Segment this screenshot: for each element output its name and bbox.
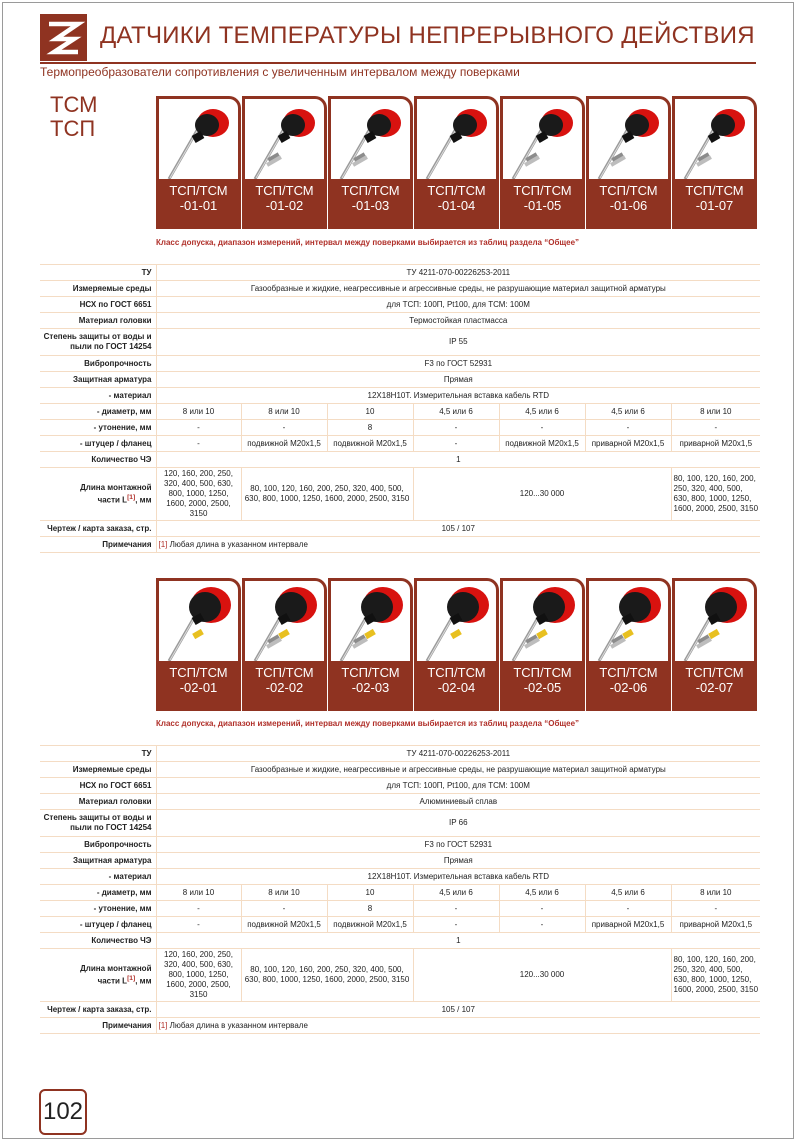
footnote-ref: [1] <box>127 974 136 982</box>
row-fitting <box>40 436 760 452</box>
page-subtitle: Термопреобразователи сопротивления с увеличенным интервалом между поверками <box>40 65 520 79</box>
row-head <box>40 794 760 810</box>
remark-ref: [1] <box>158 539 168 549</box>
spec-table-1 <box>40 264 760 553</box>
row-quantity <box>40 452 760 468</box>
diameter-cell: 10 <box>327 885 413 901</box>
product-caption <box>586 179 671 229</box>
sensor-photo-icon <box>589 581 668 661</box>
row-diameter <box>40 404 760 420</box>
row-length <box>40 949 760 1002</box>
label-media: Измеряемые среды <box>40 762 156 778</box>
product-caption <box>156 179 241 229</box>
diameter-cell: 4,5 или 6 <box>585 885 671 901</box>
row-tu <box>40 265 760 281</box>
length-cell: 120, 160, 200, 250, 320, 400, 500, 630, 800, 1000, 1250, 1600, 2000, 2500, 3150 <box>156 949 241 1002</box>
product-model-series: ТСП/ТСМ <box>169 665 228 680</box>
row-vibration <box>40 356 760 372</box>
fitting-cell: приварной М20х1,5 <box>671 436 760 452</box>
row-head <box>40 313 760 329</box>
product-caption <box>414 179 499 229</box>
product-photo <box>500 578 585 661</box>
diameter-cell: 4,5 или 6 <box>585 404 671 420</box>
fitting-cell: - <box>499 917 585 933</box>
thinning-cell: - <box>585 420 671 436</box>
sensor-photo-icon <box>589 99 668 179</box>
label-head-material: Материал головки <box>40 794 156 810</box>
thinning-cell: - <box>499 420 585 436</box>
diameter-cell: 4,5 или 6 <box>413 885 499 901</box>
label-material: - материал <box>40 869 156 885</box>
selection-note-1: Класс допуска, диапазон измерений, интервал между поверками выбирается из таблиц раздела “Общее” <box>156 238 580 247</box>
label-vibration: Вибропрочность <box>40 837 156 853</box>
row-nsh <box>40 778 760 794</box>
label-length-c: , мм <box>135 495 152 505</box>
product-caption <box>414 661 499 711</box>
label-tu: ТУ <box>40 746 156 762</box>
row-media <box>40 762 760 778</box>
product-photo <box>586 96 671 179</box>
product-model-code: -02-03 <box>351 680 390 695</box>
label-nsh: НСХ по ГОСТ 6651 <box>40 778 156 794</box>
fitting-cell: - <box>156 436 241 452</box>
label-remarks: Примечания <box>40 1018 156 1034</box>
product-photo <box>328 578 413 661</box>
sensor-photo-icon <box>675 581 754 661</box>
product-model-code: -02-07 <box>695 680 734 695</box>
sensor-photo-icon <box>245 99 324 179</box>
label-length-b: части L <box>97 495 128 505</box>
product-caption <box>328 179 413 229</box>
value-remarks <box>156 1018 760 1034</box>
fitting-cell: приварной М20х1,5 <box>671 917 760 933</box>
remark-ref: [1] <box>158 1020 168 1030</box>
product-model-series: ТСП/ТСМ <box>513 665 572 680</box>
label-length <box>40 949 156 1002</box>
value-ip: IP 66 <box>156 810 760 837</box>
product-model-code: -01-07 <box>695 198 734 213</box>
product-caption <box>500 661 585 711</box>
product-model-code: -01-02 <box>265 198 304 213</box>
diameter-cell: 8 или 10 <box>671 885 760 901</box>
row-remarks <box>40 537 760 553</box>
label-length-b: части L <box>97 976 128 986</box>
label-drawing: Чертеж / карта заказа, стр. <box>40 1002 156 1018</box>
product-model-code: -02-02 <box>265 680 304 695</box>
label-length <box>40 468 156 521</box>
value-drawing: 105 / 107 <box>156 521 760 537</box>
row-quantity <box>40 933 760 949</box>
product-model-code: -02-06 <box>609 680 648 695</box>
thinning-cell: - <box>671 901 760 917</box>
value-vibration: F3 по ГОСТ 52931 <box>156 837 760 853</box>
product-model-series: ТСП/ТСМ <box>255 665 314 680</box>
row-drawing <box>40 1002 760 1018</box>
row-nsh <box>40 297 760 313</box>
type-label-tsp: ТСП <box>50 116 96 141</box>
diameter-cell: 8 или 10 <box>241 404 327 420</box>
product-model-series: ТСП/ТСМ <box>513 183 572 198</box>
product-model-code: -02-01 <box>179 680 218 695</box>
label-media: Измеряемые среды <box>40 281 156 297</box>
label-length-a: Длина монтажной <box>80 963 152 973</box>
fitting-cell: приварной М20х1,5 <box>585 917 671 933</box>
product-photo <box>672 96 757 179</box>
diameter-cell: 4,5 или 6 <box>413 404 499 420</box>
thinning-cell: - <box>241 420 327 436</box>
fitting-cell: - <box>413 436 499 452</box>
product-card <box>414 578 499 711</box>
thinning-cell: - <box>413 420 499 436</box>
product-caption <box>500 179 585 229</box>
label-length-a: Длина монтажной <box>80 482 152 492</box>
label-thinning: - утонение, мм <box>40 420 156 436</box>
row-ip <box>40 810 760 837</box>
label-remarks: Примечания <box>40 537 156 553</box>
value-remarks <box>156 537 760 553</box>
row-diameter <box>40 885 760 901</box>
diameter-cell: 4,5 или 6 <box>499 404 585 420</box>
row-material <box>40 388 760 404</box>
value-drawing: 105 / 107 <box>156 1002 760 1018</box>
value-tu: ТУ 4211-070-00226253-2011 <box>156 265 760 281</box>
product-caption <box>242 179 327 229</box>
thinning-cell: 8 <box>327 901 413 917</box>
value-head-material: Алюминиевый сплав <box>156 794 760 810</box>
value-nsh: для ТСП: 100П, Pt100, для ТСМ: 100М <box>156 297 760 313</box>
product-model-series: ТСП/ТСМ <box>341 665 400 680</box>
product-gallery-1 <box>156 96 757 229</box>
thinning-cell: - <box>156 420 241 436</box>
product-caption <box>242 661 327 711</box>
product-model-code: -01-03 <box>351 198 390 213</box>
value-tu: ТУ 4211-070-00226253-2011 <box>156 746 760 762</box>
fitting-cell: подвижной М20х1,5 <box>241 436 327 452</box>
product-photo <box>328 96 413 179</box>
value-vibration: F3 по ГОСТ 52931 <box>156 356 760 372</box>
sensor-photo-icon <box>159 99 238 179</box>
length-cell: 120...30 000 <box>413 949 671 1002</box>
row-remarks <box>40 1018 760 1034</box>
label-length-c: , мм <box>135 976 152 986</box>
product-model-code: -01-04 <box>437 198 476 213</box>
thinning-cell: 8 <box>327 420 413 436</box>
length-cell: 120...30 000 <box>413 468 671 521</box>
length-cell: 80, 100, 120, 160, 200, 250, 320, 400, 500, 630, 800, 1000, 1250, 1600, 2000, 2500, 3150 <box>241 949 413 1002</box>
label-thinning: - утонение, мм <box>40 901 156 917</box>
length-cell: 80, 100, 120, 160, 200, 250, 320, 400, 500, 630, 800, 1000, 1250, 1600, 2000, 2500, 3150 <box>671 949 760 1002</box>
product-model-series: ТСП/ТСМ <box>255 183 314 198</box>
value-quantity: 1 <box>156 452 760 468</box>
product-photo <box>586 578 671 661</box>
sensor-photo-icon <box>417 99 496 179</box>
product-photo <box>242 96 327 179</box>
label-diameter: - диаметр, мм <box>40 404 156 420</box>
row-vibration <box>40 837 760 853</box>
fitting-cell: подвижной М20х1,5 <box>327 436 413 452</box>
page-title: ДАТЧИКИ ТЕМПЕРАТУРЫ НЕПРЕРЫВНОГО ДЕЙСТВИЯ <box>100 22 755 49</box>
product-caption <box>672 661 757 711</box>
row-tu <box>40 746 760 762</box>
thinning-cell: - <box>241 901 327 917</box>
company-logo <box>40 14 87 61</box>
value-head-material: Термостойкая пластмасса <box>156 313 760 329</box>
product-model-code: -01-06 <box>609 198 648 213</box>
product-caption <box>328 661 413 711</box>
diameter-cell: 4,5 или 6 <box>499 885 585 901</box>
product-model-code: -01-01 <box>179 198 218 213</box>
product-photo <box>414 96 499 179</box>
sensor-photo-icon <box>331 99 410 179</box>
product-card <box>672 96 757 229</box>
sensor-photo-icon <box>675 99 754 179</box>
label-quantity: Количество ЧЭ <box>40 452 156 468</box>
product-model-code: -01-05 <box>523 198 562 213</box>
row-thinning <box>40 420 760 436</box>
label-ip: Степень защиты от воды и пыли по ГОСТ 14254 <box>40 329 156 356</box>
sensor-photo-icon <box>417 581 496 661</box>
fitting-cell: - <box>413 917 499 933</box>
product-card <box>242 578 327 711</box>
sensor-photo-icon <box>245 581 324 661</box>
row-fitting <box>40 917 760 933</box>
label-tu: ТУ <box>40 265 156 281</box>
label-fitting: - штуцер / фланец <box>40 436 156 452</box>
remark-text: Любая длина в указанном интервале <box>167 539 308 549</box>
thinning-cell: - <box>413 901 499 917</box>
value-armature: Прямая <box>156 853 760 869</box>
label-ip: Степень защиты от воды и пыли по ГОСТ 14254 <box>40 810 156 837</box>
product-model-series: ТСП/ТСМ <box>341 183 400 198</box>
row-ip <box>40 329 760 356</box>
thinning-cell: - <box>499 901 585 917</box>
product-card <box>672 578 757 711</box>
sensor-photo-icon <box>503 581 582 661</box>
label-drawing: Чертеж / карта заказа, стр. <box>40 521 156 537</box>
value-nsh: для ТСП: 100П, Pt100, для ТСМ: 100М <box>156 778 760 794</box>
row-thinning <box>40 901 760 917</box>
product-photo <box>156 578 241 661</box>
label-material: - материал <box>40 388 156 404</box>
remark-text: Любая длина в указанном интервале <box>167 1020 308 1030</box>
length-cell: 80, 100, 120, 160, 200, 250, 320, 400, 500, 630, 800, 1000, 1250, 1600, 2000, 2500, 3150 <box>671 468 760 521</box>
type-label-tsm: ТСМ <box>50 92 98 117</box>
diameter-cell: 8 или 10 <box>671 404 760 420</box>
label-quantity: Количество ЧЭ <box>40 933 156 949</box>
product-model-series: ТСП/ТСМ <box>427 183 486 198</box>
title-rule <box>40 62 756 64</box>
footnote-ref: [1] <box>127 493 136 501</box>
label-fitting: - штуцер / фланец <box>40 917 156 933</box>
diameter-cell: 8 или 10 <box>241 885 327 901</box>
product-photo <box>242 578 327 661</box>
product-card <box>586 578 671 711</box>
sensor-type-label <box>50 93 97 141</box>
product-card <box>156 578 241 711</box>
product-model-series: ТСП/ТСМ <box>169 183 228 198</box>
sensor-photo-icon <box>503 99 582 179</box>
diameter-cell: 8 или 10 <box>156 885 241 901</box>
product-card <box>500 578 585 711</box>
label-armature: Защитная арматура <box>40 853 156 869</box>
product-model-series: ТСП/ТСМ <box>685 665 744 680</box>
product-card <box>414 96 499 229</box>
value-material: 12Х18Н10Т. Измерительная вставка кабель RTD <box>156 869 760 885</box>
product-caption <box>156 661 241 711</box>
length-cell: 80, 100, 120, 160, 200, 250, 320, 400, 500, 630, 800, 1000, 1250, 1600, 2000, 2500, 3150 <box>241 468 413 521</box>
row-media <box>40 281 760 297</box>
product-model-series: ТСП/ТСМ <box>685 183 744 198</box>
value-material: 12Х18Н10Т. Измерительная вставка кабель RTD <box>156 388 760 404</box>
product-photo <box>672 578 757 661</box>
product-model-series: ТСП/ТСМ <box>599 183 658 198</box>
fitting-cell: - <box>156 917 241 933</box>
product-card <box>156 96 241 229</box>
product-model-code: -02-05 <box>523 680 562 695</box>
thinning-cell: - <box>671 420 760 436</box>
thinning-cell: - <box>585 901 671 917</box>
product-model-code: -02-04 <box>437 680 476 695</box>
value-media: Газообразные и жидкие, неагрессивные и агрессивные среды, не разрушающие материал защитной арматуры <box>156 762 760 778</box>
value-ip: IP 55 <box>156 329 760 356</box>
product-photo <box>414 578 499 661</box>
row-length <box>40 468 760 521</box>
label-armature: Защитная арматура <box>40 372 156 388</box>
fitting-cell: подвижной М20х1,5 <box>499 436 585 452</box>
value-armature: Прямая <box>156 372 760 388</box>
label-nsh: НСХ по ГОСТ 6651 <box>40 297 156 313</box>
length-cell: 120, 160, 200, 250, 320, 400, 500, 630, 800, 1000, 1250, 1600, 2000, 2500, 3150 <box>156 468 241 521</box>
fitting-cell: подвижной М20х1,5 <box>241 917 327 933</box>
row-armature <box>40 372 760 388</box>
row-material <box>40 869 760 885</box>
label-diameter: - диаметр, мм <box>40 885 156 901</box>
product-caption <box>586 661 671 711</box>
product-photo <box>500 96 585 179</box>
product-card <box>500 96 585 229</box>
product-card <box>328 578 413 711</box>
page-number: 102 <box>39 1089 87 1135</box>
product-card <box>242 96 327 229</box>
product-caption <box>672 179 757 229</box>
fitting-cell: приварной М20х1,5 <box>585 436 671 452</box>
product-card <box>328 96 413 229</box>
label-vibration: Вибропрочность <box>40 356 156 372</box>
logo-mark-icon <box>40 14 87 61</box>
selection-note-2: Класс допуска, диапазон измерений, интервал между поверками выбирается из таблиц раздела “Общее” <box>156 719 580 728</box>
row-armature <box>40 853 760 869</box>
sensor-photo-icon <box>159 581 238 661</box>
product-photo <box>156 96 241 179</box>
product-gallery-2 <box>156 578 757 711</box>
product-model-series: ТСП/ТСМ <box>427 665 486 680</box>
fitting-cell: подвижной М20х1,5 <box>327 917 413 933</box>
spec-table-2 <box>40 745 760 1034</box>
diameter-cell: 10 <box>327 404 413 420</box>
row-drawing <box>40 521 760 537</box>
product-model-series: ТСП/ТСМ <box>599 665 658 680</box>
label-head-material: Материал головки <box>40 313 156 329</box>
thinning-cell: - <box>156 901 241 917</box>
value-quantity: 1 <box>156 933 760 949</box>
sensor-photo-icon <box>331 581 410 661</box>
value-media: Газообразные и жидкие, неагрессивные и агрессивные среды, не разрушающие материал защитной арматуры <box>156 281 760 297</box>
product-card <box>586 96 671 229</box>
diameter-cell: 8 или 10 <box>156 404 241 420</box>
